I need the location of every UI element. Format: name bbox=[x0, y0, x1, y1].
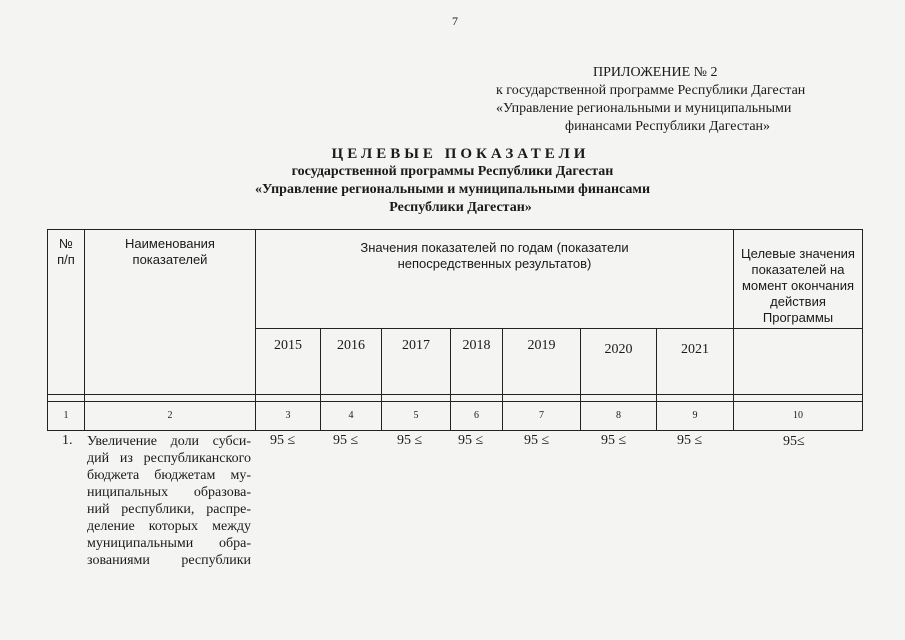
table-line-numbers-bottom bbox=[47, 430, 863, 431]
header-indicator-name: Наименования показателей bbox=[125, 236, 215, 267]
column-number: 5 bbox=[413, 410, 419, 421]
column-number: 9 bbox=[692, 410, 698, 421]
header-target-values: Целевые значения показателей на момент окончания действия Программы bbox=[741, 246, 855, 325]
year-header: 2018 bbox=[462, 338, 491, 353]
row-value: 95 ≤ bbox=[524, 433, 550, 448]
table-line-header-bottom bbox=[47, 394, 863, 395]
year-header: 2017 bbox=[402, 338, 430, 353]
row-number: 1. bbox=[62, 433, 73, 448]
appendix-line-1: ПРИЛОЖЕНИЕ № 2 bbox=[593, 65, 718, 80]
row-indicator-name: Увеличение доли субси- дий из республиканского бюджета бюджетам му- ниципальных образова- ний республики, распре- деление которых между муниципальными обра- зованиями республики bbox=[87, 434, 251, 568]
header-num: № п/п bbox=[57, 236, 75, 267]
year-header: 2015 bbox=[274, 338, 302, 353]
column-number: 1 bbox=[63, 410, 69, 421]
appendix-line-4: финансами Республики Дагестан» bbox=[565, 119, 771, 134]
row-value: 95 ≤ bbox=[270, 433, 296, 448]
column-number: 10 bbox=[793, 410, 803, 421]
column-number: 7 bbox=[539, 410, 544, 421]
table-border-top bbox=[47, 229, 863, 230]
appendix-line-3: «Управление региональными и муниципальными bbox=[496, 101, 792, 116]
header-values-by-year: Значения показателей по годам (показатели непосредственных результатов) bbox=[360, 240, 629, 271]
column-number: 4 bbox=[348, 410, 354, 421]
table-line-numbers-top bbox=[47, 401, 863, 402]
row-value: 95 ≤ bbox=[333, 433, 359, 448]
document-subtitle-2: «Управление региональными и муниципальными финансами bbox=[254, 182, 651, 197]
column-number: 3 bbox=[285, 410, 291, 421]
document-subtitle-1: государственной программы Республики Дагестан bbox=[291, 164, 614, 179]
column-number: 6 bbox=[474, 410, 479, 421]
year-header: 2016 bbox=[337, 338, 365, 353]
table-col-line bbox=[84, 229, 85, 430]
column-number: 8 bbox=[616, 410, 621, 421]
year-header: 2020 bbox=[604, 342, 633, 357]
year-header: 2021 bbox=[681, 342, 709, 357]
document-title: ЦЕЛЕВЫЕ ПОКАЗАТЕЛИ bbox=[331, 146, 590, 162]
appendix-line-2: к государственной программе Республики Дагестан bbox=[496, 83, 806, 98]
row-target-value: 95≤ bbox=[783, 434, 805, 449]
row-value: 95 ≤ bbox=[677, 433, 703, 448]
table-line-years bbox=[255, 328, 863, 329]
document-subtitle-3: Республики Дагестан» bbox=[389, 200, 532, 215]
page-number: 7 bbox=[452, 14, 458, 28]
column-number: 2 bbox=[167, 410, 173, 421]
year-header: 2019 bbox=[527, 338, 556, 353]
row-value: 95 ≤ bbox=[458, 433, 484, 448]
row-value: 95 ≤ bbox=[601, 433, 627, 448]
table-border-right bbox=[862, 229, 863, 430]
row-value: 95 ≤ bbox=[397, 433, 423, 448]
